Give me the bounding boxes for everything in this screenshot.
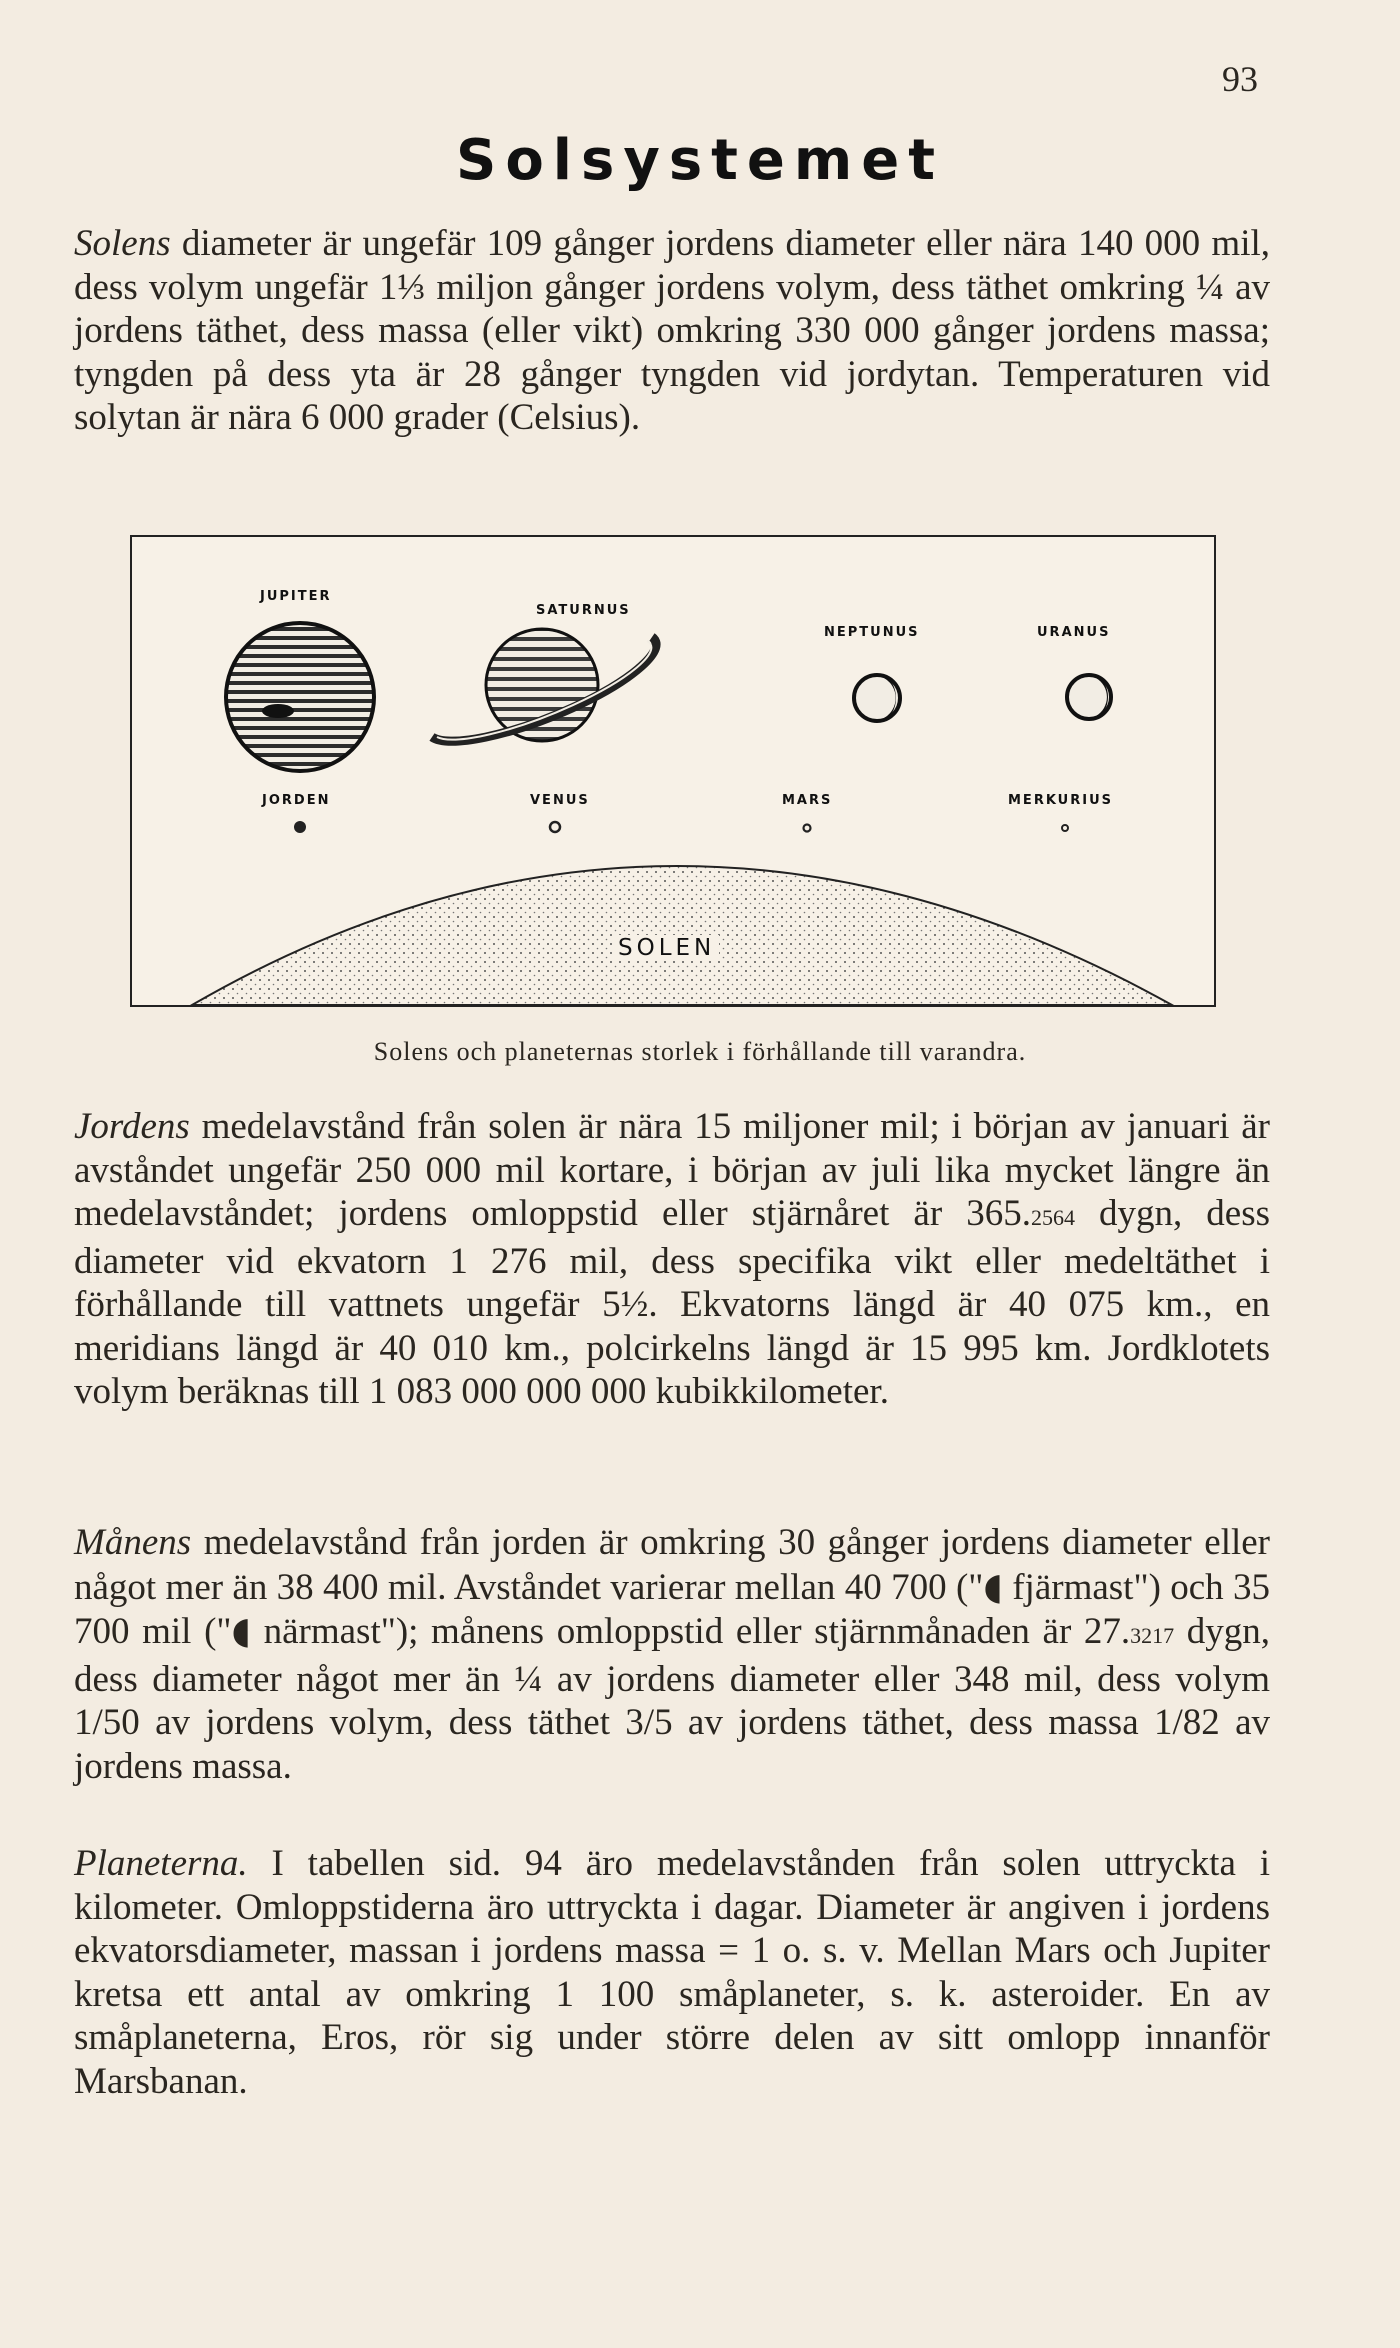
jupiter-planet: [226, 623, 374, 771]
venus-planet: [550, 822, 560, 832]
label-merkurius: MERKURIUS: [1008, 793, 1113, 808]
paragraph-text: närmast"); månens omloppstid eller stjärnmånaden är 27.: [251, 1611, 1131, 1652]
mercury-planet: [1062, 825, 1068, 831]
paragraph-text: av jordens täthet, dess massa: [672, 1702, 1154, 1743]
label-venus: VENUS: [530, 793, 590, 808]
moon-phase-icon: ◖: [231, 1609, 251, 1652]
label-neptunus: NEPTUNUS: [824, 625, 920, 640]
fraction: 1/50: [74, 1702, 140, 1743]
paragraph-text: av jordens volym, dess täthet: [139, 1702, 626, 1743]
decimal-small: 3217: [1130, 1623, 1175, 1648]
jupiter-spot: [262, 704, 294, 718]
planet-size-figure: [130, 535, 1216, 1007]
paragraph-jorden: [74, 1105, 1270, 1414]
decimal-small: 2564: [1030, 1205, 1075, 1230]
paragraph-text: dygn, dess diameter vid ekvatorn 1 276 mil, dess specifika vikt eller medeltäthet i förhållande till vattnets ungefär 5½. Ekvatorns längd är 40 075 km., en meridians längd är 40 010 km., polcirkelns längd är 15 995 km. Jordklotets volym beräknas till 1 083 000 000 000 kubikkilometer.: [74, 1193, 1270, 1412]
fraction: 1/82: [1153, 1702, 1220, 1743]
page-number: 93: [1222, 59, 1258, 99]
neptune-planet: [854, 675, 900, 721]
moon-phase-icon: ◖: [983, 1564, 1003, 1608]
page-title: Solsystemet: [455, 128, 945, 193]
paragraph-text: diameter är ungefär 109 gånger jordens diameter eller nära 140 000 mil, dess volym ungefär 1⅓ miljon gånger jordens volym, dess täthet omkring ¼ av jordens täthet, dess massa (eller vikt) omkring 330 000 gånger jordens massa; tyngden på dess yta är 28 gånger tyngden vid jordytan. Temperaturen vid solytan är nära 6 000 grader (Celsius).: [74, 223, 1270, 438]
lead-word: Månens: [74, 1522, 192, 1563]
paragraph-text: av jordens massa.: [74, 1702, 1270, 1787]
label-jupiter: JUPITER: [260, 589, 332, 604]
paragraph-manen: [74, 1521, 1270, 1788]
paragraph-text: fjärmast") och 35 700 mil (": [74, 1566, 1270, 1652]
fraction: 3/5: [625, 1702, 673, 1743]
paragraph-text: medelavstånd från solen är nära 15 miljoner mil; i början av januari är avståndet ungefär 250 000 mil kortare, i början av juli lika mycket längre än medelavståndet; jordens omloppstid eller stjärnåret är 365.: [74, 1106, 1270, 1234]
lead-word: Solens: [74, 223, 171, 264]
label-saturnus: SATURNUS: [536, 603, 631, 618]
label-mars: MARS: [782, 793, 833, 808]
figure-caption: Solens och planeternas storlek i förhållande till varandra.: [373, 1037, 1027, 1066]
paragraph-text: I tabellen sid. 94 äro medelavstånden från solen uttryckta i kilometer. Omloppstiderna äro uttryckta i dagar. Diameter är angiven i jordens ekvatorsdiameter, massan i jordens massa = 1 o. s. v. Mellan Mars och Jupiter kretsa ett antal av omkring 1 100 småplaneter, s. k. asteroider. En av småplaneterna, Eros, rör sig under större delen av sitt omlopp innanför Marsbanan.: [74, 1843, 1270, 2102]
lead-word: Planeterna.: [74, 1843, 248, 1884]
lead-word: Jordens: [74, 1106, 190, 1147]
label-jorden: JORDEN: [262, 793, 331, 808]
paragraph-text: dygn, dess diameter något mer än ¼ av jordens diameter eller 348 mil, dess volym: [74, 1611, 1271, 1700]
label-solen: SOLEN: [614, 935, 719, 961]
uranus-planet: [1067, 675, 1111, 719]
paragraph-solen: [74, 222, 1270, 440]
mars-planet: [804, 825, 811, 832]
paragraph-text: medelavstånd från jorden är omkring 30 gånger jordens diameter eller något mer än 38 400 mil. Avståndet varierar mellan 40 700 (": [74, 1522, 1270, 1608]
label-uranus: URANUS: [1037, 625, 1111, 640]
paragraph-planeterna: [74, 1842, 1270, 2103]
earth-planet: [294, 821, 306, 833]
